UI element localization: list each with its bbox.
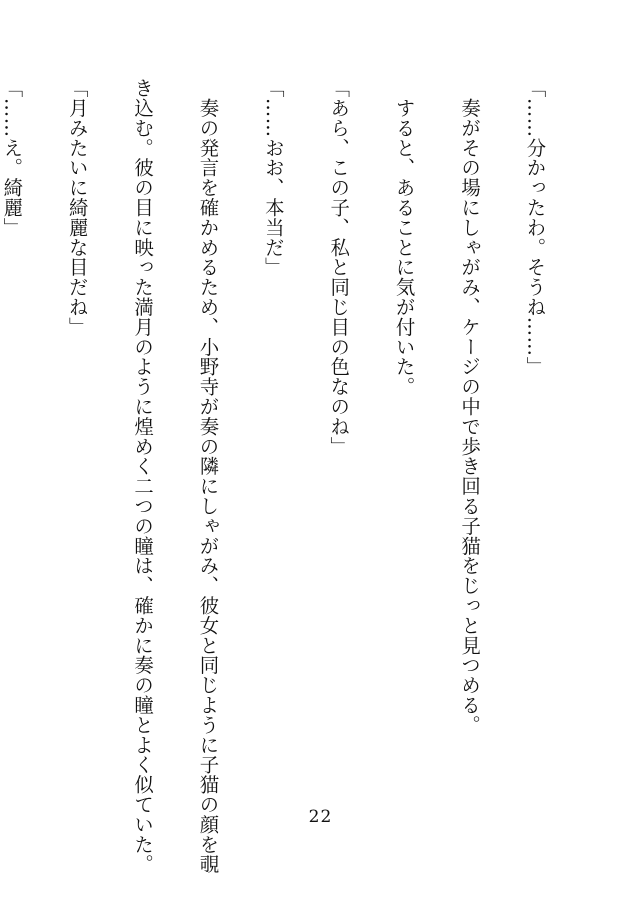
text-line: 「……分かったわ。そうね……」 xyxy=(523,78,547,377)
text-line: き込む。彼の目に映った満月のように煌めく二つの瞳は、確かに奏の瞳とよく似ていた。 xyxy=(131,78,155,874)
text-line: すると、あることに気が付いた。 xyxy=(392,78,416,397)
text-line: 奏がその場にしゃがみ、ケージの中で歩き回る子猫をじっと見つめる。 xyxy=(458,78,482,735)
text-line: 「……え。綺麗」 xyxy=(0,78,24,238)
text-line: 「……おお、本当だ」 xyxy=(261,78,285,277)
text-line: 奏の発言を確かめるため、小野寺が奏の隣にしゃがみ、彼女と同じように子猫の顔を覗 xyxy=(196,78,220,874)
text-line: 「月みたいに綺麗な目だね」 xyxy=(65,78,89,337)
page-number: 22 xyxy=(308,807,333,827)
text-line: 「あら、この子、私と同じ目の色なのね」 xyxy=(327,78,351,457)
